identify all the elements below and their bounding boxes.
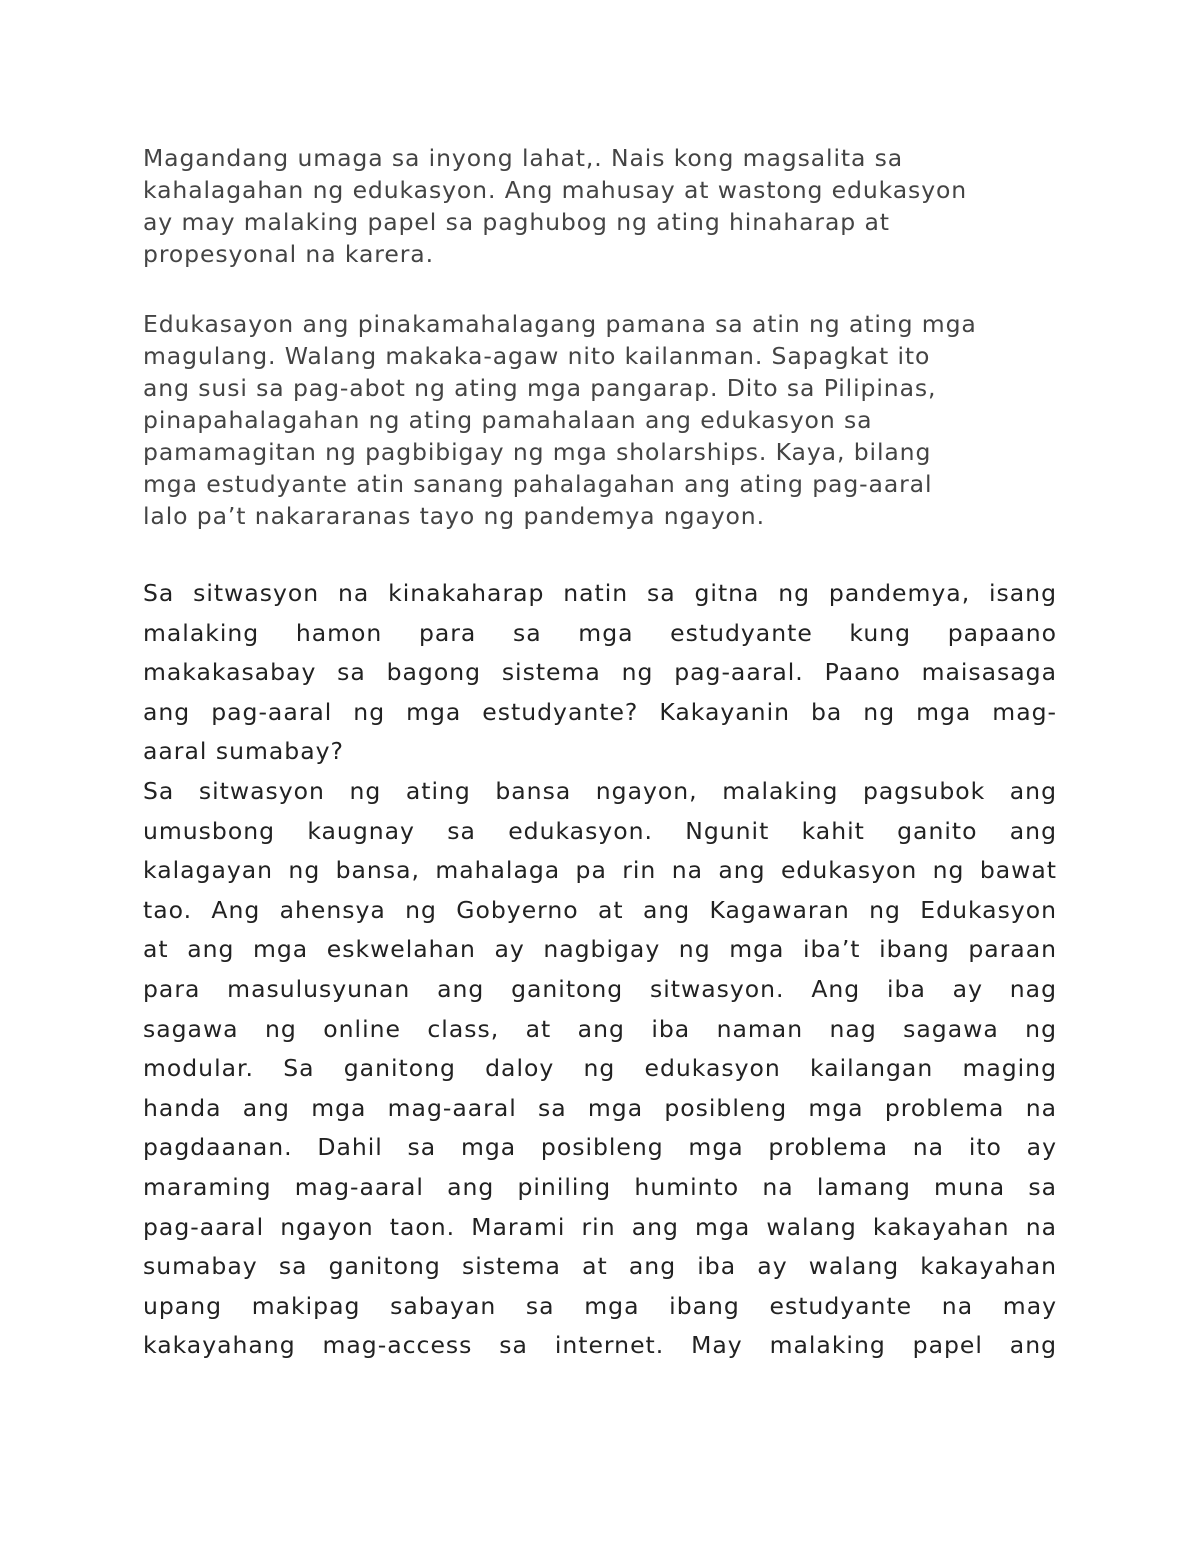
text-line: at ang mga eskwelahan ay nagbigay ng mga iba’t ibang paraan xyxy=(143,935,1057,964)
text-line: para masulusyunan ang ganitong sitwasyon. Ang iba ay nag xyxy=(143,974,1057,1003)
body-paragraph-situation xyxy=(143,772,1057,1366)
text-line: ang pag-aaral ng mga estudyante? Kakayanin ba ng mga mag- xyxy=(143,697,1057,726)
text-line: upang makipag sabayan sa mga ibang estudyante na may xyxy=(143,1291,1057,1320)
text-line: pagdaanan. Dahil sa mga posibleng mga problema na ito ay xyxy=(143,1133,1057,1162)
text-line: Edukasayon ang pinakamahalagang pamana sa atin ng ating mga xyxy=(143,310,977,338)
text-line: pinapahalagahan ng ating pamahalaan ang edukasyon sa xyxy=(143,406,873,434)
text-line: tao. Ang ahensya ng Gobyerno at ang Kagawaran ng Edukasyon xyxy=(143,895,1057,924)
text-line: malaking hamon para sa mga estudyante kung papaano xyxy=(143,618,1057,647)
text-line: sagawa ng online class, at ang iba naman nag sagawa ng xyxy=(143,1014,1057,1043)
text-line: kalagayan ng bansa, mahalaga pa rin na ang edukasyon ng bawat xyxy=(143,856,1057,885)
text-line: kakayahang mag-access sa internet. May malaking papel ang xyxy=(143,1331,1057,1360)
text-line: propesyonal na karera. xyxy=(143,240,434,268)
text-line: kahalagahan ng edukasyon. Ang mahusay at wastong edukasyon xyxy=(143,176,968,204)
text-line: makakasabay sa bagong sistema ng pag-aaral. Paano maisasaga xyxy=(143,658,1057,687)
intro-section xyxy=(143,142,1058,532)
text-line: ang susi sa pag-abot ng ating mga pangarap. Dito sa Pilipinas, xyxy=(143,374,937,402)
body-section xyxy=(143,574,1057,1366)
intro-paragraph-greeting xyxy=(143,142,1058,270)
text-line: aaral sumabay? xyxy=(143,737,344,766)
text-line: pag-aaral ngayon taon. Marami rin ang mga walang kakayahan na xyxy=(143,1212,1057,1241)
body-paragraph-challenge xyxy=(143,574,1057,772)
text-line: modular. Sa ganitong daloy ng edukasyon kailangan maging xyxy=(143,1054,1057,1083)
text-line: mga estudyante atin sanang pahalagahan ang ating pag-aaral xyxy=(143,470,933,498)
text-line: Sa sitwasyon ng ating bansa ngayon, malaking pagsubok ang xyxy=(143,776,1057,805)
text-line: ay may malaking papel sa paghubog ng ating hinaharap at xyxy=(143,208,890,236)
intro-paragraph-legacy xyxy=(143,308,1058,532)
text-line: maraming mag-aaral ang piniling huminto na lamang muna sa xyxy=(143,1172,1057,1201)
text-line: pamamagitan ng pagbibigay ng mga sholarships. Kaya, bilang xyxy=(143,438,932,466)
text-line: lalo pa’t nakararanas tayo ng pandemya ngayon. xyxy=(143,502,765,530)
text-line: sumabay sa ganitong sistema at ang iba ay walang kakayahan xyxy=(143,1252,1057,1281)
text-line: umusbong kaugnay sa edukasyon. Ngunit kahit ganito ang xyxy=(143,816,1057,845)
text-line: Magandang umaga sa inyong lahat,. Nais kong magsalita sa xyxy=(143,144,904,172)
text-line: Sa sitwasyon na kinakaharap natin sa gitna ng pandemya, isang xyxy=(143,579,1057,607)
text-line: magulang. Walang makaka-agaw nito kailanman. Sapagkat ito xyxy=(143,342,931,370)
text-line: handa ang mga mag-aaral sa mga posibleng mga problema na xyxy=(143,1093,1057,1122)
